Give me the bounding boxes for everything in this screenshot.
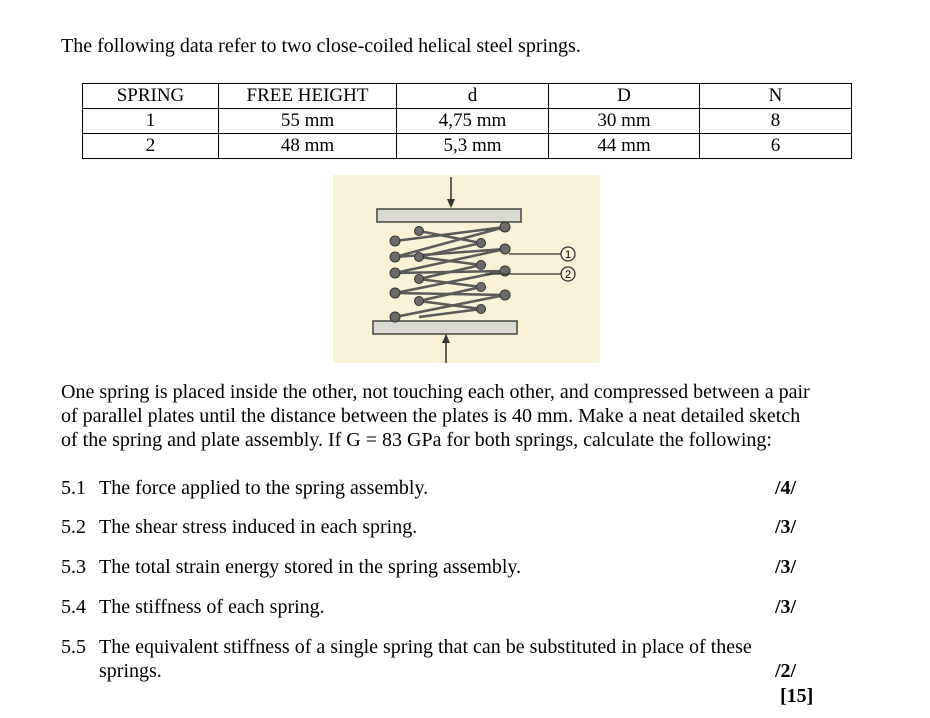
total-marks: [15]: [780, 685, 814, 707]
question-number: 5.3: [61, 556, 86, 578]
table-header-row: [83, 84, 852, 109]
question-mark: /2/: [775, 660, 797, 682]
question-mark: /4/: [775, 477, 797, 499]
question-text: The stiffness of each spring.: [99, 596, 325, 618]
table-cell: 1: [83, 109, 219, 134]
col-header-N: N: [700, 84, 852, 109]
table-row: [83, 134, 852, 159]
paragraph-line: of the spring and plate assembly. If G = 83 GPa for both springs, calculate the following:: [61, 429, 772, 451]
col-header-spring: SPRING: [83, 84, 219, 109]
spring-assembly-drawing: [333, 175, 600, 363]
question-mark: /3/: [775, 596, 797, 618]
table-cell: 5,3 mm: [397, 134, 549, 159]
question-text: The force applied to the spring assembly.: [99, 477, 429, 499]
question-text-continued: springs.: [99, 660, 162, 682]
problem-paragraph: [61, 380, 901, 452]
table-cell: 55 mm: [219, 109, 397, 134]
col-header-free-height: FREE HEIGHT: [219, 84, 397, 109]
table-cell: 48 mm: [219, 134, 397, 159]
table-cell: 6: [700, 134, 852, 159]
question-mark: /3/: [775, 516, 797, 538]
table-cell: 4,75 mm: [397, 109, 549, 134]
table-cell: 8: [700, 109, 852, 134]
intro-text: The following data refer to two close-coiled helical steel springs.: [61, 35, 581, 57]
label-2-text: 2: [564, 269, 572, 281]
question-text: The total strain energy stored in the spring assembly.: [99, 556, 522, 578]
question-text: The equivalent stiffness of a single spring that can be substituted in place of these: [99, 636, 752, 658]
bottom-plate: [373, 321, 517, 334]
col-header-d: d: [397, 84, 549, 109]
table-cell: 2: [83, 134, 219, 159]
question-number: 5.4: [61, 596, 86, 618]
paragraph-line: of parallel plates until the distance between the plates is 40 mm. Make a neat detailed sketch: [61, 405, 801, 427]
spring-assembly-figure: [333, 175, 600, 363]
top-plate: [377, 209, 521, 222]
table-cell: 44 mm: [549, 134, 700, 159]
table-row: [83, 109, 852, 134]
question-mark: /3/: [775, 556, 797, 578]
col-header-D: D: [549, 84, 700, 109]
label-1-text: 1: [564, 249, 572, 261]
spring-data-table: [82, 83, 852, 159]
table-cell: 30 mm: [549, 109, 700, 134]
bottom-arrow-head: [442, 334, 450, 343]
question-number: 5.1: [61, 477, 86, 499]
top-arrow-head: [447, 199, 455, 208]
question-text: The shear stress induced in each spring.: [99, 516, 418, 538]
question-number: 5.2: [61, 516, 86, 538]
question-number: 5.5: [61, 636, 86, 658]
inner-spring-coil: [419, 231, 481, 317]
paragraph-line: One spring is placed inside the other, not touching each other, and compressed between a pair: [61, 381, 810, 403]
